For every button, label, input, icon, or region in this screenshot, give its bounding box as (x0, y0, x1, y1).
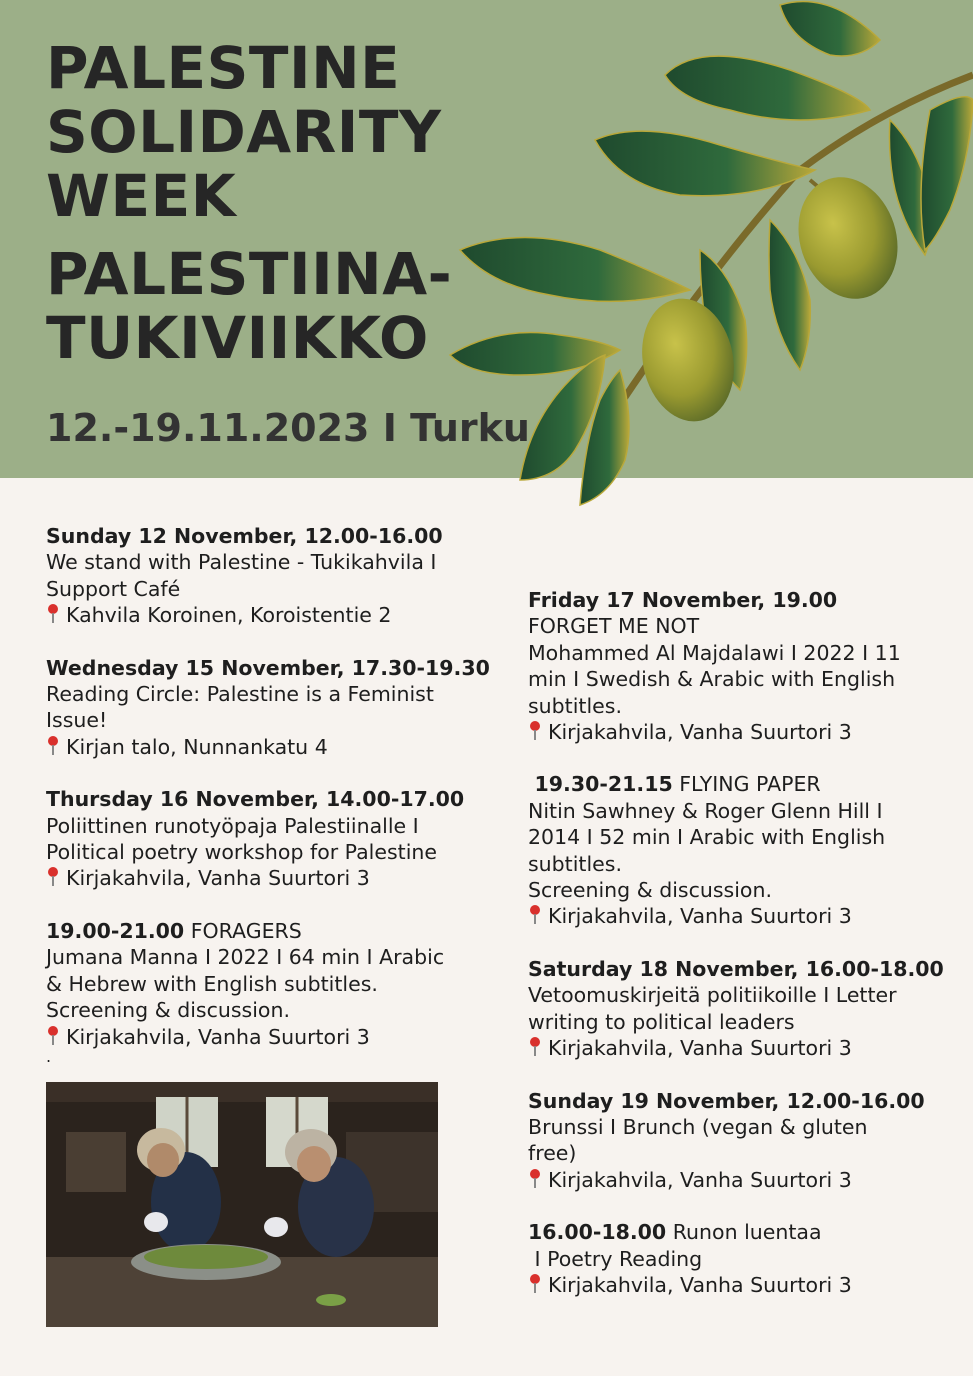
event-location: Kirjakahvila, Vanha Suurtori 3 (528, 1035, 948, 1061)
event-heading: Saturday 18 November, 16.00-18.00 (528, 956, 944, 981)
location-pin-icon (46, 736, 66, 762)
page-title (46, 36, 452, 370)
location-pin-icon (46, 1026, 66, 1052)
location-pin-icon (528, 1274, 548, 1300)
event-heading: Thursday 16 November, 14.00-17.00 (46, 787, 465, 812)
trailing-dot: . (46, 1046, 52, 1066)
event-location: Kirjakahvila, Vanha Suurtori 3 (46, 865, 486, 891)
event-text: Political poetry workshop for Palestine (46, 840, 438, 865)
event-text: FORGET ME NOT (528, 614, 700, 639)
leaf (780, 2, 880, 56)
location-pin-icon (528, 1169, 548, 1195)
event-heading: Sunday 19 November, 12.00-16.00 (528, 1088, 925, 1113)
event-text: I Poetry Reading (528, 1246, 703, 1271)
event-text: Vetoomuskirjeitä politiikoille I Letter (528, 983, 897, 1008)
event-text: We stand with Palestine - Tukikahvila I (46, 550, 437, 575)
event-text: min I Swedish & Arabic with English (528, 667, 896, 692)
leaf (460, 238, 690, 302)
title-fi-line: PALESTIINA- (46, 240, 453, 308)
event (528, 1219, 948, 1298)
event-location: Kahvila Koroinen, Koroistentie 2 (46, 602, 486, 628)
title-fi-line: TUKIVIIKKO (46, 304, 429, 372)
location-pin-icon (528, 905, 548, 931)
event-text: Poliittinen runotyöpaja Palestiinalle I (46, 813, 419, 838)
event-text: subtitles. (528, 851, 622, 876)
event-text: Mohammed Al Majdalawi I 2022 I 11 (528, 640, 901, 665)
event-text: free) (528, 1141, 577, 1166)
event (46, 523, 486, 629)
event (528, 771, 948, 929)
film-still-photo (46, 1082, 438, 1327)
title-line: PALESTINE (46, 34, 401, 102)
event (528, 587, 948, 745)
location-pin-icon (528, 721, 548, 747)
location-pin-icon (46, 604, 66, 630)
event-location: Kirjan talo, Nunnankatu 4 (46, 734, 486, 760)
event-heading-line: 19.00-21.00 FORAGERS (46, 918, 302, 943)
event (46, 655, 490, 761)
event-text: Support Café (46, 576, 181, 601)
event-text: Jumana Manna I 2022 I 64 min I Arabic (46, 945, 445, 970)
event-text: & Hebrew with English subtitles. (46, 971, 378, 996)
left-column (46, 523, 490, 1066)
title-line: WEEK (46, 162, 237, 230)
event-heading: Sunday 12 November, 12.00-16.00 (46, 524, 443, 548)
leaf (665, 56, 870, 120)
event-heading: Wednesday 15 November, 17.30-19.30 (46, 655, 490, 680)
event (528, 956, 948, 1062)
event-location: Kirjakahvila, Vanha Suurtori 3 (528, 719, 948, 745)
event-location: Kirjakahvila, Vanha Suurtori 3 (528, 1272, 948, 1298)
event-text: Screening & discussion. (528, 878, 772, 903)
date-location: 12.-19.11.2023 I Turku (46, 406, 530, 450)
event-heading: Friday 17 November, 19.00 (528, 588, 838, 612)
event-text: Reading Circle: Palestine is a Feminist (46, 682, 434, 707)
event-text: Brunssi I Brunch (vegan & gluten (528, 1114, 868, 1139)
event-text: Nitin Sawhney & Roger Glenn Hill I (528, 798, 883, 823)
event-text: subtitles. (528, 693, 622, 718)
event-heading-line: 16.00-18.00 Runon luentaa (528, 1220, 822, 1245)
event-text: 2014 I 52 min I Arabic with English (528, 825, 886, 850)
event-location: Kirjakahvila, Vanha Suurtori 3 (528, 903, 948, 929)
event-text: Screening & discussion. (46, 998, 290, 1023)
olive-branch-illustration (440, 0, 973, 520)
event (46, 786, 486, 892)
event-location: Kirjakahvila, Vanha Suurtori 3 (46, 1024, 486, 1050)
event-location: Kirjakahvila, Vanha Suurtori 3 (528, 1167, 948, 1193)
event-heading-line: 19.30-21.15 FLYING PAPER (534, 772, 821, 797)
event (528, 1088, 948, 1194)
location-pin-icon (528, 1037, 548, 1063)
event (46, 918, 486, 1064)
right-column (528, 587, 948, 1324)
event-text: Issue! (46, 708, 108, 733)
event-text: writing to political leaders (528, 1009, 795, 1034)
title-line: SOLIDARITY (46, 98, 442, 166)
leaf (921, 97, 973, 250)
location-pin-icon (46, 867, 66, 893)
